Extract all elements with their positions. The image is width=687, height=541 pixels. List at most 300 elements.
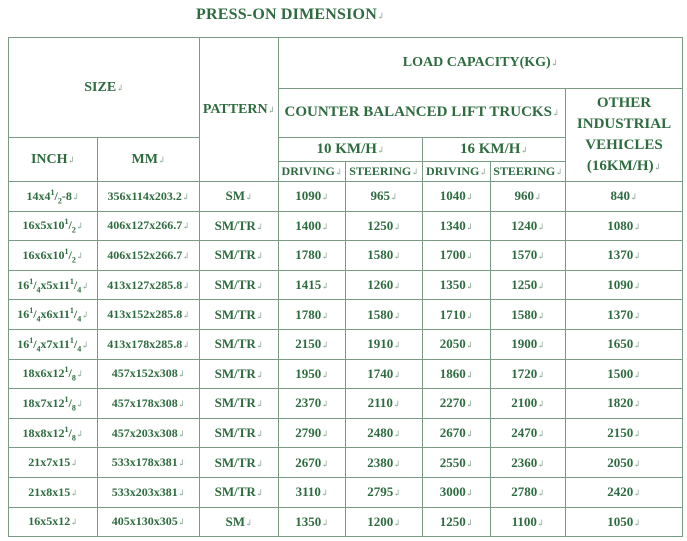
cell-inch: $16^1/_4x6x11^1/_4↲$ — [9, 300, 98, 330]
cell-driving-16-value: 1710 — [439, 306, 466, 322]
table-row — [9, 182, 683, 212]
cell-mm — [98, 359, 200, 389]
paragraph-mark-icon: ↲ — [537, 369, 545, 380]
cell-other — [566, 507, 683, 537]
cell-steering-10 — [346, 359, 423, 389]
paragraph-mark-icon: ↲ — [465, 192, 474, 203]
cell-steering-16 — [491, 182, 566, 212]
paragraph-mark-icon: ↲ — [633, 340, 641, 351]
header-counter-balanced: COUNTER BALANCED LIFT TRUCKS↲ — [279, 89, 566, 138]
header-other-vehicles: OTHER INDUSTRIAL VEHICLES (16KM/H)↲ — [566, 89, 683, 182]
paragraph-mark-icon: ↲ — [393, 310, 401, 321]
cell-inch: 16x5x12↲ — [9, 507, 98, 537]
cell-pattern-value: SM/TR — [214, 484, 256, 500]
fraction-numerator: 1 — [64, 217, 69, 227]
fraction-numerator: 1 — [29, 335, 34, 345]
paragraph-mark-icon: ↲ — [75, 221, 84, 232]
fraction-denominator: 2 — [57, 196, 62, 206]
paragraph-mark-icon: ↲ — [177, 487, 186, 498]
paragraph-mark-icon: ↲ — [255, 251, 264, 262]
cell-mm — [98, 477, 200, 507]
cell-steering-10-value: 2480 — [367, 425, 394, 441]
cell-steering-16-value: 1720 — [511, 365, 538, 381]
cell-mm-value: 356x114x203.2 — [107, 188, 182, 203]
paragraph-mark-icon: ↲ — [321, 310, 329, 321]
cell-other-value: 1820 — [607, 395, 634, 411]
cell-pattern — [200, 389, 279, 419]
cell-steering-16-value: 2360 — [511, 454, 538, 470]
cell-steering-10-value: 1200 — [367, 513, 394, 529]
paragraph-mark-icon: ↲ — [536, 517, 545, 528]
paragraph-mark-icon: ↲ — [320, 488, 329, 499]
cell-inch: $18x6x12^1/_8↲$ — [9, 359, 98, 389]
cell-driving-16-value: 2050 — [439, 336, 466, 352]
cell-driving-16 — [423, 329, 491, 359]
cell-other-value: 840 — [610, 188, 630, 204]
cell-pattern-value: SM/TR — [214, 365, 256, 381]
cell-steering-10-value: 1910 — [367, 336, 394, 352]
cell-pattern-value: SM/TR — [214, 454, 256, 470]
paragraph-mark-icon: ↲ — [321, 399, 329, 410]
paragraph-mark-icon: ↲ — [244, 192, 253, 203]
cell-pattern — [200, 418, 279, 448]
paragraph-mark-icon: ↲ — [244, 517, 253, 528]
cell-pattern — [200, 329, 279, 359]
paragraph-mark-icon: ↲ — [633, 458, 641, 469]
fraction-denominator: 2 — [71, 255, 76, 265]
paragraph-mark-icon: ↲ — [321, 192, 329, 203]
paragraph-mark-icon: ↲ — [633, 281, 641, 292]
cell-pattern-value: SM/TR — [214, 277, 256, 293]
cell-driving-10-value: 2670 — [295, 454, 322, 470]
paragraph-mark-icon: ↲ — [182, 339, 190, 350]
cell-inch: $16^1/_4x5x11^1/_4↲$ — [9, 270, 98, 300]
cell-driving-16-value: 1860 — [439, 365, 466, 381]
cell-driving-10 — [279, 270, 346, 300]
paragraph-mark-icon: ↲ — [70, 458, 78, 469]
cell-steering-10 — [346, 211, 423, 241]
cell-steering-16-value: 1570 — [511, 247, 538, 263]
cell-steering-10-value: 1740 — [367, 365, 394, 381]
paragraph-mark-icon: ↲ — [255, 340, 264, 351]
cell-steering-16-value: 2100 — [511, 395, 538, 411]
paragraph-mark-icon: ↲ — [255, 221, 264, 232]
cell-steering-10-value: 2110 — [367, 395, 393, 411]
paragraph-mark-icon: ↲ — [537, 340, 545, 351]
cell-mm-value: 457x152x308 — [111, 366, 178, 381]
table-row — [9, 507, 683, 537]
cell-pattern-value: SM — [225, 513, 245, 529]
cell-driving-10 — [279, 182, 346, 212]
paragraph-mark-icon: ↲ — [465, 399, 474, 410]
paragraph-mark-icon: ↲ — [393, 458, 401, 469]
cell-pattern — [200, 359, 279, 389]
cell-inch: $18x8x12^1/_8↲$ — [9, 418, 98, 448]
paragraph-mark-icon: ↲ — [633, 429, 641, 440]
cell-pattern-value: SM/TR — [214, 247, 256, 263]
cell-pattern-value: SM — [225, 188, 245, 204]
cell-mm — [98, 329, 200, 359]
cell-driving-10 — [279, 448, 346, 478]
paragraph-mark-icon: ↲ — [537, 458, 545, 469]
cell-driving-16 — [423, 182, 491, 212]
cell-pattern — [200, 270, 279, 300]
paragraph-mark-icon: ↲ — [537, 221, 545, 232]
paragraph-mark-icon: ↲ — [465, 340, 474, 351]
table-row — [9, 389, 683, 419]
cell-pattern — [200, 211, 279, 241]
cell-steering-10 — [346, 300, 423, 330]
cell-steering-10-value: 2380 — [367, 454, 394, 470]
paragraph-mark-icon: ↲ — [392, 399, 401, 410]
paragraph-mark-icon: ↲ — [177, 458, 186, 469]
cell-inch: $14x4^1/_2-8↲$ — [9, 182, 98, 212]
paragraph-mark-icon: ↲ — [81, 339, 89, 350]
cell-steering-10 — [346, 329, 423, 359]
cell-steering-16 — [491, 477, 566, 507]
header-16kmh: 16 KM/H↲ — [423, 138, 566, 162]
cell-driving-16-value: 1350 — [439, 277, 466, 293]
cell-mm — [98, 211, 200, 241]
paragraph-mark-icon: ↲ — [393, 369, 401, 380]
paragraph-mark-icon: ↲ — [255, 429, 264, 440]
header-driving-16: DRIVING↲ — [423, 162, 491, 182]
cell-inch: $18x7x12^1/_8↲$ — [9, 389, 98, 419]
paragraph-mark-icon: ↲ — [75, 398, 84, 409]
paragraph-mark-icon: ↲ — [321, 517, 329, 528]
paragraph-mark-icon: ↲ — [321, 251, 329, 262]
paragraph-mark-icon: ↲ — [71, 191, 80, 202]
paragraph-mark-icon: ↲ — [633, 399, 641, 410]
paragraph-mark-icon: ↲ — [633, 517, 641, 528]
cell-other — [566, 389, 683, 419]
cell-mm — [98, 418, 200, 448]
paragraph-mark-icon: ↲ — [630, 192, 638, 203]
cell-pattern — [200, 448, 279, 478]
cell-driving-10 — [279, 477, 346, 507]
cell-pattern-value: SM/TR — [214, 336, 256, 352]
paragraph-mark-icon: ↲ — [255, 281, 264, 292]
cell-driving-16 — [423, 418, 491, 448]
paragraph-mark-icon: ↲ — [393, 281, 401, 292]
paragraph-mark-icon: ↲ — [537, 399, 545, 410]
cell-other — [566, 418, 683, 448]
cell-inch: $16^1/_4x7x11^1/_4↲$ — [9, 329, 98, 359]
cell-driving-16 — [423, 270, 491, 300]
cell-steering-16 — [491, 448, 566, 478]
paragraph-mark-icon: ↲ — [393, 340, 401, 351]
paragraph-mark-icon: ↲ — [255, 488, 264, 499]
paragraph-mark-icon: ↲ — [537, 429, 545, 440]
cell-mm-value: 413x178x285.8 — [107, 336, 183, 351]
fraction-numerator: 1 — [64, 246, 69, 256]
table-row — [9, 448, 683, 478]
paragraph-mark-icon: ↲ — [182, 250, 190, 261]
cell-steering-16 — [491, 300, 566, 330]
paragraph-mark-icon: ↲ — [75, 428, 84, 439]
cell-pattern — [200, 477, 279, 507]
cell-steering-16-value: 1250 — [511, 277, 538, 293]
cell-pattern — [200, 507, 279, 537]
cell-steering-16-value: 2470 — [511, 425, 538, 441]
paragraph-mark-icon: ↲ — [633, 310, 641, 321]
fraction-numerator: 1 — [69, 335, 74, 345]
cell-other-value: 1370 — [607, 306, 634, 322]
cell-other — [566, 241, 683, 271]
press-on-dimension-table — [8, 37, 683, 537]
cell-pattern-value: SM/TR — [214, 425, 256, 441]
paragraph-mark-icon: ↲ — [177, 428, 186, 439]
paragraph-mark-icon: ↲ — [537, 488, 545, 499]
cell-pattern — [200, 182, 279, 212]
cell-driving-10 — [279, 300, 346, 330]
cell-pattern-value: SM/TR — [214, 217, 256, 233]
cell-mm — [98, 389, 200, 419]
cell-driving-16 — [423, 448, 491, 478]
cell-other-value: 2420 — [607, 484, 634, 500]
fraction-denominator: 2 — [71, 225, 76, 235]
cell-other — [566, 329, 683, 359]
cell-steering-16 — [491, 270, 566, 300]
cell-steering-10 — [346, 241, 423, 271]
paragraph-mark-icon: ↲ — [465, 429, 474, 440]
cell-mm — [98, 448, 200, 478]
paragraph-mark-icon: ↲ — [393, 221, 401, 232]
table-row — [9, 359, 683, 389]
cell-other — [566, 477, 683, 507]
fraction-denominator: 4 — [36, 344, 41, 354]
cell-other-value: 2050 — [607, 454, 634, 470]
paragraph-mark-icon: ↲ — [537, 281, 545, 292]
paragraph-mark-icon: ↲ — [255, 399, 264, 410]
cell-driving-16-value: 2550 — [439, 454, 466, 470]
fraction-denominator: 8 — [71, 432, 76, 442]
paragraph-mark-icon: ↲ — [633, 369, 641, 380]
paragraph-mark-icon: ↲ — [465, 251, 474, 262]
paragraph-mark-icon: ↲ — [75, 250, 84, 261]
header-size: SIZE↲ — [9, 38, 200, 138]
cell-mm-value: 457x203x308 — [111, 425, 178, 440]
cell-driving-10-value: 1950 — [295, 365, 322, 381]
cell-driving-10 — [279, 359, 346, 389]
cell-other — [566, 300, 683, 330]
cell-steering-10 — [346, 507, 423, 537]
cell-driving-16-value: 2670 — [439, 425, 466, 441]
table-row — [9, 300, 683, 330]
paragraph-mark-icon: ↲ — [255, 458, 264, 469]
fraction-denominator: 8 — [71, 403, 76, 413]
cell-driving-10-value: 2150 — [295, 336, 322, 352]
paragraph-mark-icon: ↲ — [537, 310, 545, 321]
table-row — [9, 241, 683, 271]
paragraph-mark-icon: ↲ — [633, 488, 641, 499]
fraction-numerator: 1 — [69, 306, 74, 316]
header-load-capacity: LOAD CAPACITY(KG)↲ — [279, 38, 683, 89]
cell-steering-16-value: 1100 — [511, 513, 537, 529]
cell-driving-16 — [423, 359, 491, 389]
header-mm: MM↲ — [98, 138, 200, 182]
cell-inch: $16x6x10^1/_2↲$ — [9, 241, 98, 271]
fraction-numerator: 1 — [29, 276, 34, 286]
table-row — [9, 477, 683, 507]
cell-other-value: 1080 — [607, 217, 634, 233]
paragraph-mark-icon: ↲ — [321, 458, 329, 469]
cell-driving-16-value: 1040 — [439, 188, 466, 204]
cell-driving-16-value: 1250 — [439, 513, 466, 529]
paragraph-mark-icon: ↲ — [465, 369, 474, 380]
fraction-numerator: 1 — [29, 306, 34, 316]
cell-other — [566, 359, 683, 389]
cell-driving-16 — [423, 300, 491, 330]
paragraph-mark-icon: ↲ — [177, 517, 186, 528]
cell-steering-16 — [491, 359, 566, 389]
page-title: PRESS-ON DIMENSION↲ — [196, 6, 385, 23]
cell-driving-10 — [279, 389, 346, 419]
cell-steering-10-value: 1250 — [367, 217, 394, 233]
paragraph-mark-icon: ↲ — [321, 429, 329, 440]
cell-mm-value: 406x127x266.7 — [107, 218, 183, 233]
cell-steering-16 — [491, 507, 566, 537]
cell-driving-10-value: 1415 — [295, 277, 322, 293]
cell-pattern — [200, 241, 279, 271]
paragraph-mark-icon: ↲ — [182, 310, 190, 321]
cell-mm — [98, 241, 200, 271]
cell-other — [566, 448, 683, 478]
paragraph-mark-icon: ↲ — [465, 281, 474, 292]
fraction-numerator: 1 — [64, 365, 69, 375]
cell-mm — [98, 182, 200, 212]
cell-mm-value: 405x130x305 — [111, 514, 178, 529]
cell-mm-value: 533x178x381 — [111, 455, 178, 470]
cell-driving-10-value: 1780 — [295, 306, 322, 322]
paragraph-mark-icon: ↲ — [465, 221, 474, 232]
paragraph-mark-icon: ↲ — [465, 310, 474, 321]
cell-driving-10-value: 1400 — [295, 217, 322, 233]
paragraph-mark-icon: ↲ — [633, 251, 641, 262]
cell-other-value: 1090 — [607, 277, 634, 293]
cell-driving-10-value: 2370 — [295, 395, 322, 411]
paragraph-mark-icon: ↲ — [182, 280, 190, 291]
cell-driving-10-value: 1090 — [295, 188, 322, 204]
paragraph-mark-icon: ↲ — [465, 517, 474, 528]
paragraph-mark-icon: ↲ — [177, 398, 186, 409]
cell-mm-value: 533x203x381 — [111, 484, 178, 499]
cell-inch: 21x8x15↲ — [9, 477, 98, 507]
cell-driving-10-value: 3110 — [295, 484, 321, 500]
paragraph-mark-icon: ↲ — [321, 281, 329, 292]
cell-mm-value: 413x152x285.8 — [107, 307, 183, 322]
paragraph-mark-icon: ↲ — [633, 221, 641, 232]
paragraph-mark-icon: ↲ — [255, 310, 264, 321]
cell-steering-16-value: 1240 — [511, 217, 538, 233]
paragraph-mark-icon: ↲ — [182, 221, 190, 232]
cell-steering-16 — [491, 241, 566, 271]
cell-mm-value: 457x178x308 — [111, 395, 178, 410]
paragraph-mark-icon: ↲ — [70, 517, 78, 528]
paragraph-mark-icon: ↲ — [177, 369, 186, 380]
paragraph-mark-icon: ↲ — [321, 369, 329, 380]
cell-mm — [98, 507, 200, 537]
paragraph-mark-icon: ↲ — [81, 280, 89, 291]
header-pattern: PATTERN↲ — [200, 38, 279, 182]
paragraph-mark-icon: ↲ — [321, 221, 329, 232]
paragraph-mark-icon: ↲ — [181, 191, 190, 202]
cell-inch: 21x7x15↲ — [9, 448, 98, 478]
cell-driving-10 — [279, 329, 346, 359]
cell-driving-10 — [279, 211, 346, 241]
paragraph-mark-icon: ↲ — [465, 458, 474, 469]
header-inch: INCH↲ — [9, 138, 98, 182]
cell-steering-10 — [346, 477, 423, 507]
cell-steering-10-value: 1580 — [367, 306, 394, 322]
fraction-numerator: 1 — [69, 276, 74, 286]
fraction-numerator: 1 — [64, 424, 69, 434]
cell-steering-10 — [346, 448, 423, 478]
paragraph-mark-icon: ↲ — [465, 488, 474, 499]
paragraph-mark-icon: ↲ — [393, 488, 401, 499]
cell-driving-16-value: 3000 — [439, 484, 466, 500]
cell-driving-16-value: 2270 — [439, 395, 466, 411]
paragraph-mark-icon: ↲ — [75, 369, 84, 380]
fraction-denominator: 4 — [36, 314, 41, 324]
cell-steering-16-value: 2780 — [511, 484, 538, 500]
fraction-numerator: 1 — [64, 394, 69, 404]
cell-driving-16 — [423, 241, 491, 271]
cell-pattern — [200, 300, 279, 330]
cell-other-value: 1050 — [607, 513, 634, 529]
paragraph-mark-icon: ↲ — [81, 310, 89, 321]
cell-mm-value: 413x127x285.8 — [107, 277, 183, 292]
cell-other — [566, 182, 683, 212]
fraction-denominator: 4 — [77, 284, 82, 294]
cell-driving-16 — [423, 477, 491, 507]
cell-steering-10 — [346, 418, 423, 448]
cell-mm — [98, 270, 200, 300]
cell-pattern-value: SM/TR — [214, 395, 256, 411]
cell-other-value: 1370 — [607, 247, 634, 263]
header-steering-16: STEERING↲ — [491, 162, 566, 182]
cell-pattern-value: SM/TR — [214, 306, 256, 322]
cell-driving-10-value: 2790 — [295, 425, 322, 441]
paragraph-mark-icon: ↲ — [533, 192, 542, 203]
cell-other-value: 1650 — [607, 336, 634, 352]
cell-steering-16-value: 960 — [514, 188, 534, 204]
fraction-denominator: 4 — [36, 284, 41, 294]
table-row — [9, 211, 683, 241]
cell-inch: $16x5x10^1/_2↲$ — [9, 211, 98, 241]
cell-steering-10 — [346, 182, 423, 212]
cell-driving-10-value: 1350 — [295, 513, 322, 529]
cell-steering-10-value: 1580 — [367, 247, 394, 263]
cell-driving-16 — [423, 389, 491, 419]
paragraph-mark-icon: ↲ — [393, 251, 401, 262]
paragraph-mark-icon: ↲ — [389, 192, 398, 203]
table-row — [9, 329, 683, 359]
cell-driving-10 — [279, 241, 346, 271]
cell-driving-10-value: 1780 — [295, 247, 322, 263]
cell-mm-value: 406x152x266.7 — [107, 247, 183, 262]
cell-steering-16-value: 1900 — [511, 336, 538, 352]
cell-driving-10 — [279, 507, 346, 537]
paragraph-mark-icon: ↲ — [537, 251, 545, 262]
cell-steering-10-value: 965 — [370, 188, 390, 204]
cell-other-value: 1500 — [607, 365, 634, 381]
cell-steering-16 — [491, 418, 566, 448]
cell-mm — [98, 300, 200, 330]
table-row — [9, 270, 683, 300]
table-row — [9, 418, 683, 448]
cell-steering-10-value: 2795 — [367, 484, 394, 500]
